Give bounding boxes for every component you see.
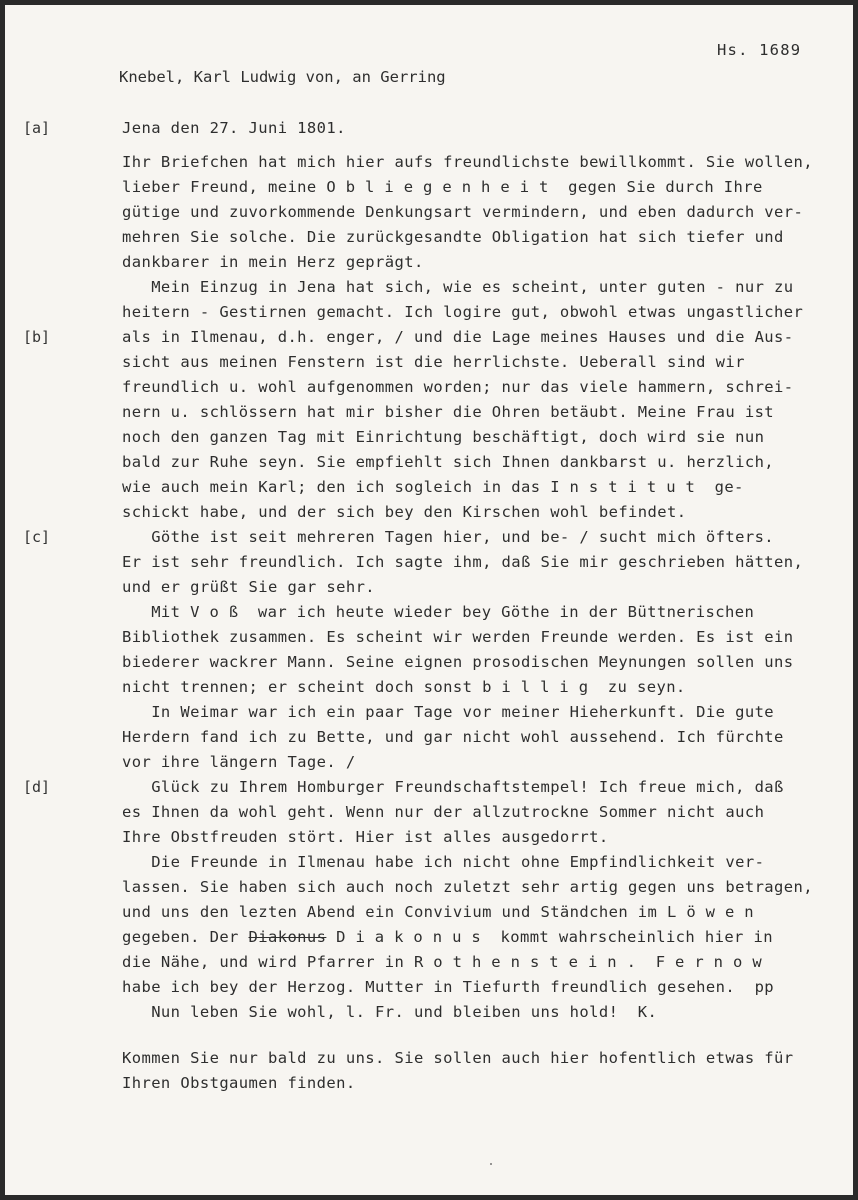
spaced-word: Diakonus bbox=[336, 928, 491, 946]
document-heading: Knebel, Karl Ludwig von, an Gerring bbox=[119, 68, 446, 86]
closing-line: Nun leben Sie wohl, l. Fr. und bleiben uns hold! K. bbox=[122, 1003, 658, 1021]
text-line: bald zur Ruhe seyn. Sie empfiehlt sich Ihnen dankbarst u. herzlich, bbox=[122, 453, 775, 471]
text-line: lieber Freund, meine Obliegenheit gegen Sie durch Ihre bbox=[122, 178, 763, 196]
text-line: gegeben. Der Diakonus Diakonus kommt wahrscheinlich hier in bbox=[122, 928, 773, 946]
spaced-word: Institut bbox=[550, 478, 705, 496]
struck-word: Diakonus bbox=[248, 928, 327, 946]
section-marker-a: [a] bbox=[23, 119, 51, 137]
text-line: und er grüßt Sie gar sehr. bbox=[122, 578, 376, 596]
text-line: Ihre Obstfreuden stört. Hier ist alles ausgedorrt. bbox=[122, 828, 609, 846]
text-line: Glück zu Ihrem Homburger Freundschaftstempel! Ich freue mich, daß bbox=[122, 778, 784, 796]
text-line: als in Ilmenau, d.h. enger, / und die Lage meines Hauses und die Aus- bbox=[122, 328, 794, 346]
text-line: es Ihnen da wohl geht. Wenn nur der allzutrockne Sommer nicht auch bbox=[122, 803, 765, 821]
text-line: mehren Sie solche. Die zurückgesandte Obligation hat sich tiefer und bbox=[122, 228, 784, 246]
text-line: vor ihre längern Tage. / bbox=[122, 753, 356, 771]
text-line: wie auch mein Karl; den ich sogleich in das Institut ge- bbox=[122, 478, 744, 496]
text-line: In Weimar war ich ein paar Tage vor meiner Hieherkunft. Die gute bbox=[122, 703, 775, 721]
spaced-word: Obliegenheit bbox=[326, 178, 559, 196]
text-line: nicht trennen; er scheint doch sonst billig zu seyn. bbox=[122, 678, 686, 696]
text-line: Bibliothek zusammen. Es scheint wir werden Freunde werden. Es ist ein bbox=[122, 628, 794, 646]
section-marker-c: [c] bbox=[23, 528, 51, 546]
text-line: heitern - Gestirnen gemacht. Ich logire gut, obwohl etwas ungastlicher bbox=[122, 303, 804, 321]
text-line: dankbarer in mein Herz geprägt. bbox=[122, 253, 424, 271]
text-line: Ihr Briefchen hat mich hier aufs freundlichste bewillkommt. Sie wollen, bbox=[122, 153, 813, 171]
text-line: gütige und zuvorkommende Denkungsart vermindern, und eben dadurch ver- bbox=[122, 203, 804, 221]
text-line: und uns den lezten Abend ein Convivium und Ständchen im Löwen bbox=[122, 903, 764, 921]
text-line: biederer wackrer Mann. Seine eignen prosodischen Meynungen sollen uns bbox=[122, 653, 794, 671]
text-line: Göthe ist seit mehreren Tagen hier, und be- / sucht mich öfters. bbox=[122, 528, 775, 546]
spaced-word: Voß bbox=[190, 603, 249, 621]
text-line: Mein Einzug in Jena hat sich, wie es scheint, unter guten - nur zu bbox=[122, 278, 794, 296]
text-line: Mit Voß war ich heute wieder bey Göthe in der Büttnerischen bbox=[122, 603, 755, 621]
text-line: schickt habe, und der sich bey den Kirschen wohl befindet. bbox=[122, 503, 687, 521]
text-line: habe ich bey der Herzog. Mutter in Tiefurth freundlich gesehen. pp bbox=[122, 978, 775, 996]
section-marker-d: [d] bbox=[23, 778, 51, 796]
spaced-word: Löwen bbox=[666, 903, 764, 921]
date-line: Jena den 27. Juni 1801. bbox=[122, 119, 346, 137]
text-line: freundlich u. wohl aufgenommen worden; nur das viele hammern, schrei- bbox=[122, 378, 794, 396]
spaced-word: Fernow bbox=[655, 953, 772, 971]
text-line: Herdern fand ich zu Bette, und gar nicht wohl aussehend. Ich fürchte bbox=[122, 728, 784, 746]
ink-speck bbox=[490, 1163, 492, 1165]
postscript-line: Kommen Sie nur bald zu uns. Sie sollen auch hier hofentlich etwas für bbox=[122, 1049, 794, 1067]
text-line: Er ist sehr freundlich. Ich sagte ihm, daß Sie mir geschrieben hätten, bbox=[122, 553, 804, 571]
document-page bbox=[5, 5, 853, 1195]
text-line: sicht aus meinen Fenstern ist die herrlichste. Ueberall sind wir bbox=[122, 353, 745, 371]
manuscript-number: Hs. 1689 bbox=[717, 41, 802, 59]
spaced-word: billig bbox=[482, 678, 599, 696]
text-line: Die Freunde in Ilmenau habe ich nicht ohne Empfindlichkeit ver- bbox=[122, 853, 765, 871]
spaced-word: Rothenstein. bbox=[413, 953, 646, 971]
text-line: noch den ganzen Tag mit Einrichtung beschäftigt, doch wird sie nun bbox=[122, 428, 765, 446]
text-line: lassen. Sie haben sich auch noch zuletzt sehr artig gegen uns betragen, bbox=[122, 878, 813, 896]
text-line: die Nähe, und wird Pfarrer in Rothenstein. Fernow bbox=[122, 953, 772, 971]
text-line: nern u. schlössern hat mir bisher die Ohren betäubt. Meine Frau ist bbox=[122, 403, 775, 421]
section-marker-b: [b] bbox=[23, 328, 51, 346]
postscript-line: Ihren Obstgaumen finden. bbox=[122, 1074, 356, 1092]
